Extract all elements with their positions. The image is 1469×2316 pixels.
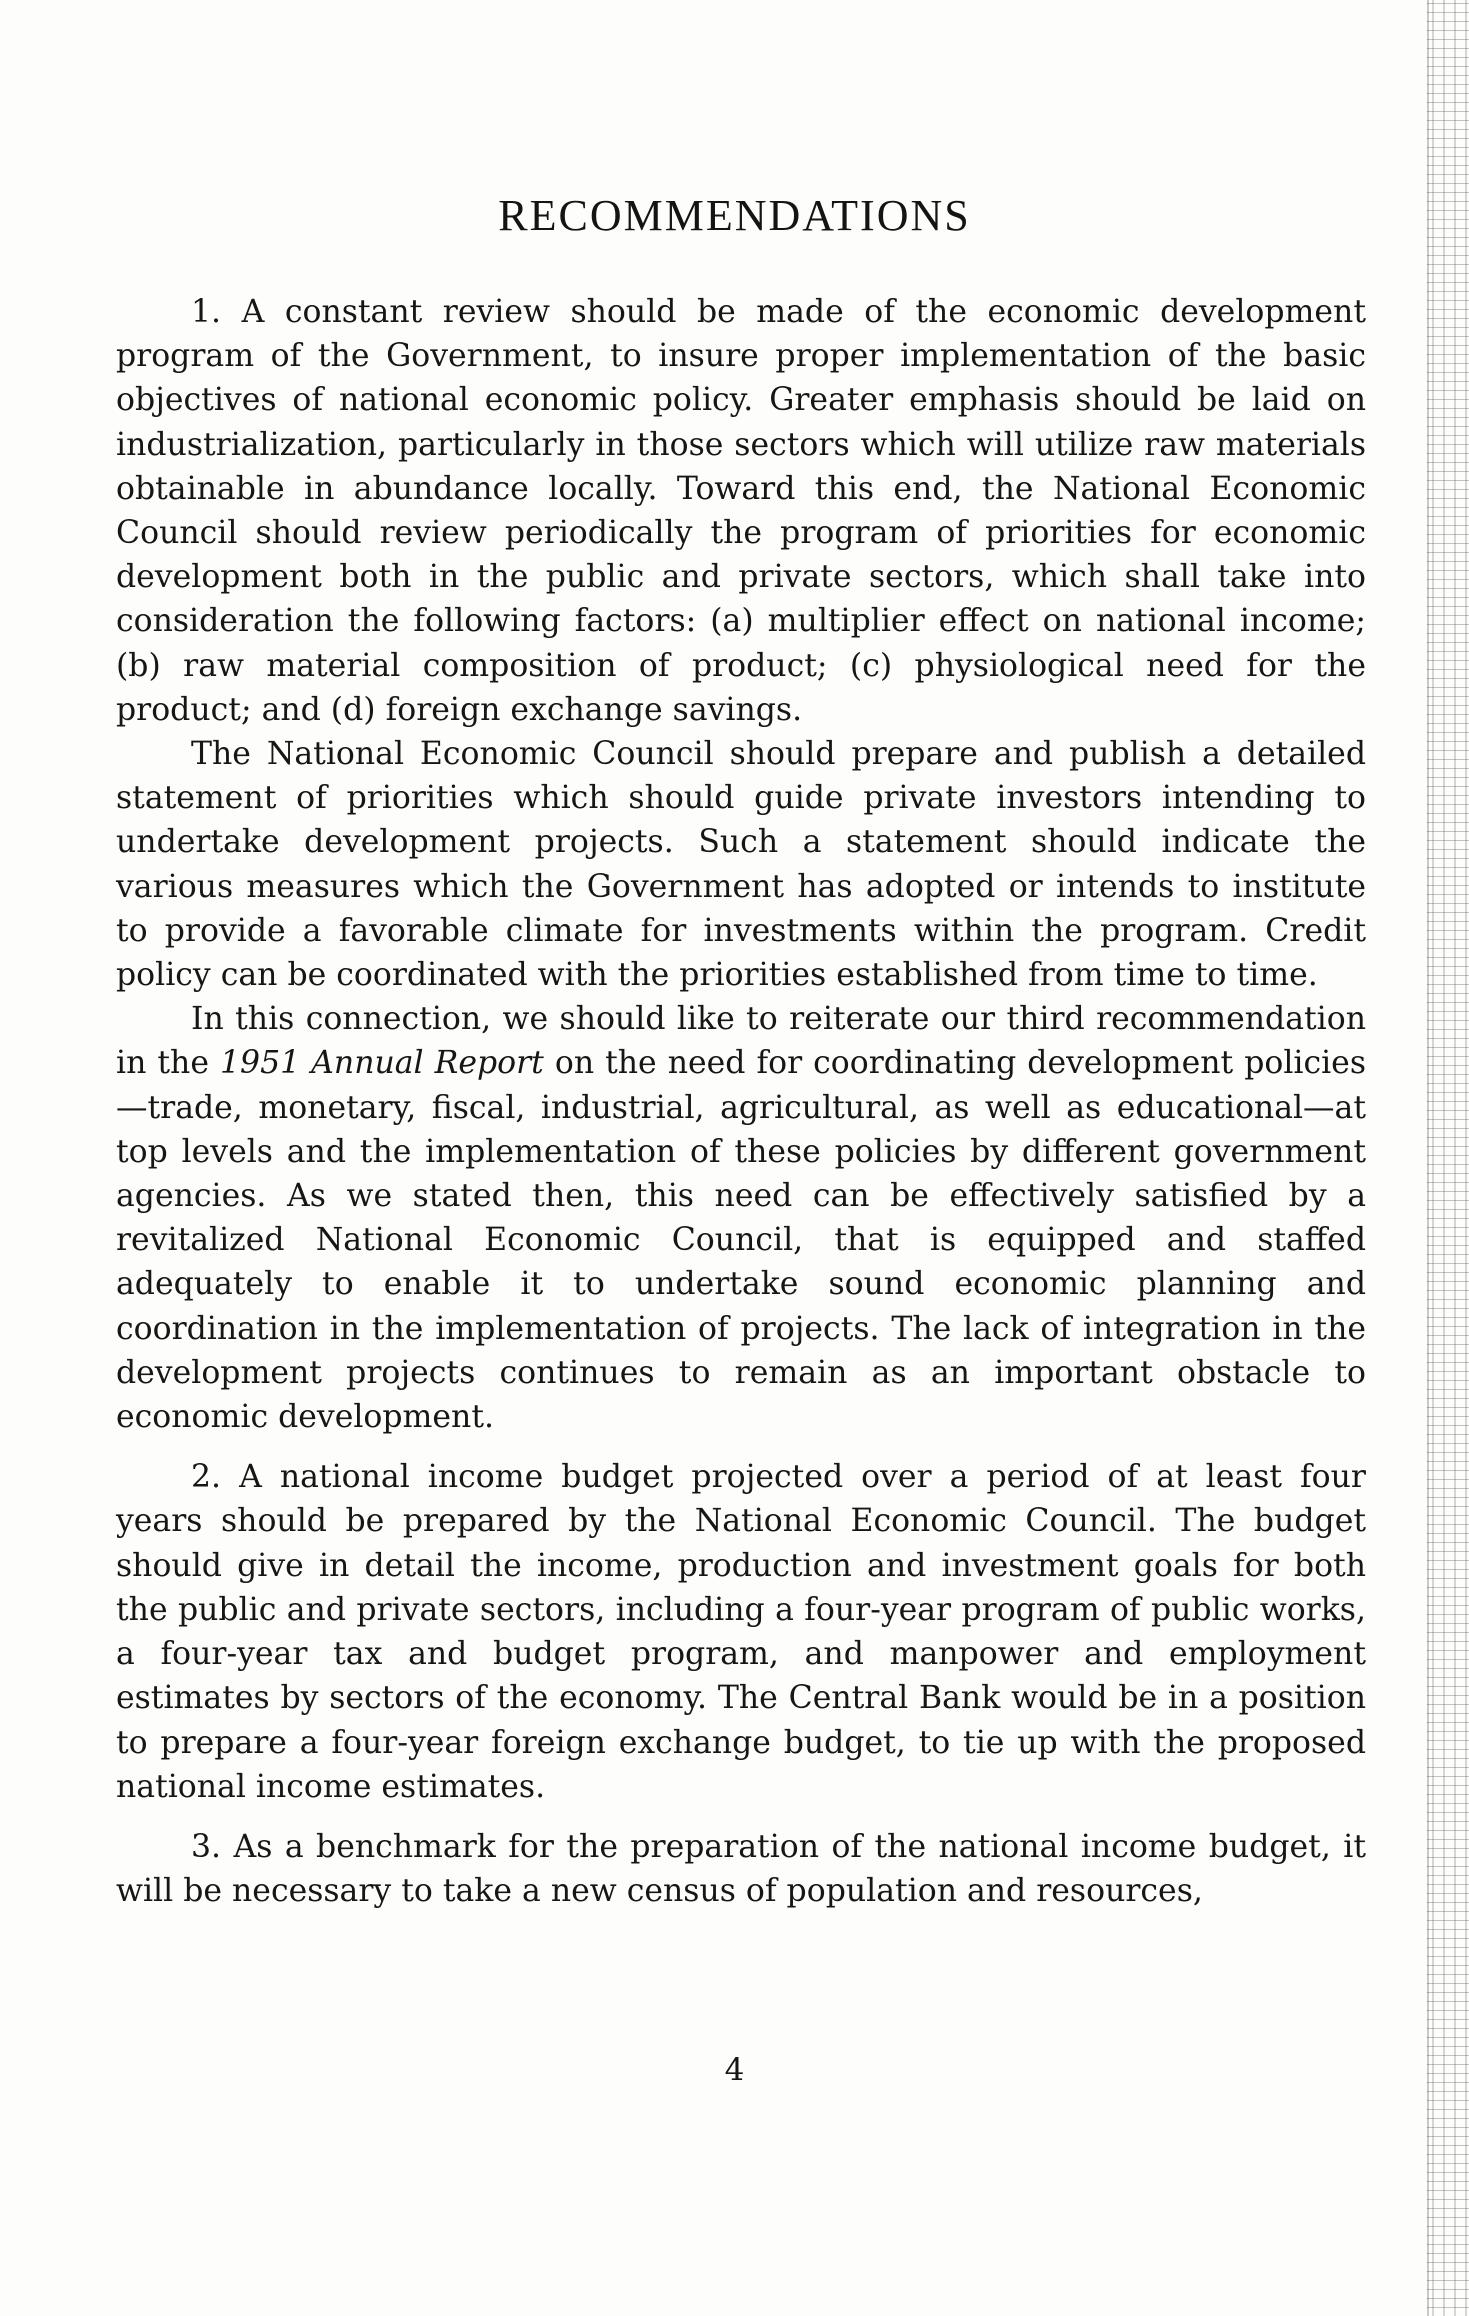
paragraph-recommendation-3: 3. As a benchmark for the preparation of the national income budget, it will be necessary to take a new census of population and resources, xyxy=(116,1828,1366,1910)
page-number: 4 xyxy=(724,2052,745,2088)
paragraph-coordination-end: on the need for coordinating development policies—trade, monetary, fiscal, industrial, agricultural, as well as educational—at top levels and the implementation of these policies by different government agencies. As we stated then, this need can be effectively satisfied by a revitalized National Economic Council, that is equipped and staffed adequately to enable it to undertake sound economic planning and coordination in the implementation of projects. The lack of integration in the development projects continues to remain as an important obstacle to economic development. xyxy=(116,1045,1366,1436)
paragraph-priorities-statement: The National Economic Council should prepare and publish a detailed statement of priorities which should guide private investors intending to undertake development projects. Such a statement should indicate the various measures which the Government has adopted or intends to institute to provide a favorable climate for investments within the program. Credit policy can be coordinated with the priorities established from time to time. xyxy=(116,736,1366,994)
page-title: RECOMMENDATIONS xyxy=(498,191,971,240)
paragraph-coordination-start: In this connection, we should like to reiterate our third recommendation in the xyxy=(116,1001,1366,1082)
paragraph-recommendation-2: 2. A national income budget projected over a period of at least four years should be prepared by the National Economic Council. The budget should give in detail the income, production and investment goals for both the public and private sectors, including a four-year program of public works, a four-year tax and budget program, and manpower and employment estimates by sectors of the economy. The Central Bank would be in a position to prepare a four-year foreign exchange budget, to tie up with the proposed national income estimates. xyxy=(116,1459,1366,1805)
page-edge-line xyxy=(1427,0,1429,2316)
annual-report-title: 1951 Annual Report xyxy=(219,1045,544,1082)
body-text xyxy=(116,290,1366,1913)
page-edge-scan-artifact xyxy=(1427,0,1469,2316)
paragraph-coordination xyxy=(116,997,1366,1439)
paragraph-recommendation-1: 1. A constant review should be made of the economic development program of the Government, to insure proper implementation of the basic objectives of national economic policy. Greater emphasis should be laid on industrialization, particularly in those sectors which will utilize raw materials obtainable in abundance locally. Toward this end, the National Economic Council should review periodically the program of priorities for economic development both in the public and private sectors, which shall take into consideration the following factors: (a) multiplier effect on national income; (b) raw material composition of product; (c) physiological need for the product; and (d) foreign exchange savings. xyxy=(116,294,1366,728)
